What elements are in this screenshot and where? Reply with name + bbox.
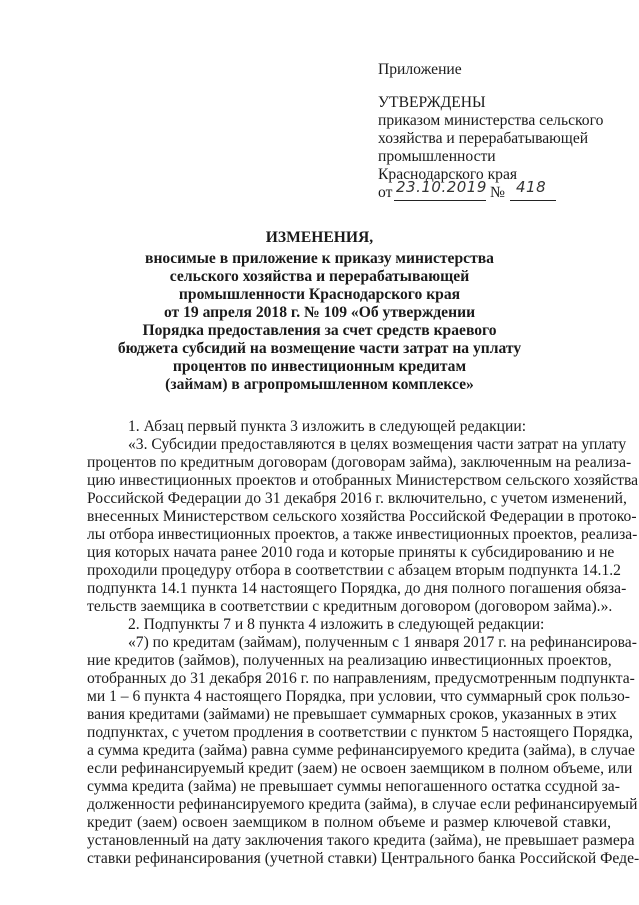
date-underline bbox=[394, 200, 486, 201]
title-line: процентов по инвестиционным кредитам bbox=[172, 358, 467, 375]
body-line: 2. Подпункты 7 и 8 пункта 4 изложить в следующей редакции: bbox=[128, 616, 545, 633]
title-line: вносимые в приложение к приказу министерства bbox=[145, 250, 494, 267]
title-line: промышленности Краснодарского края bbox=[178, 286, 461, 303]
handwritten-number: 418 bbox=[516, 178, 547, 196]
body-line: ставки рефинансирования (учетной ставки) Центрального банка Российской Феде- bbox=[87, 850, 639, 867]
body-line: «7) по кредитам (займам), полученным с 1 января 2017 г. на рефинансирова- bbox=[128, 634, 637, 651]
body-line: ми 1 – 6 пункта 4 настоящего Порядка, при условии, что суммарный срок пользо- bbox=[87, 688, 630, 705]
title-line: Порядка предоставления за счет средств краевого bbox=[142, 322, 497, 339]
approval-line: приказом министерства сельского bbox=[378, 112, 604, 129]
body-line: сумма кредита (займа) не превышает суммы непогашенного остатка ссудной за- bbox=[87, 778, 620, 795]
body-line: ние кредитов (займов), полученных на реализацию инвестиционных проектов, bbox=[87, 652, 612, 669]
body-line: подпункта 14.1 пункта 14 настоящего Порядка, до дня полного погашения обяза- bbox=[87, 580, 627, 597]
body-line: лы отбора инвестиционных проектов, а также инвестиционных проектов, реализа- bbox=[87, 526, 638, 543]
body-line: «3. Субсидии предоставляются в целях возмещения части затрат на уплату bbox=[128, 436, 627, 453]
body-line: 1. Абзац первый пункта 3 изложить в следующей редакции: bbox=[128, 418, 527, 435]
date-prefix: от bbox=[378, 184, 393, 201]
body-line: а сумма кредита (займа) равна сумме рефинансируемого кредита (займа), в случае bbox=[87, 742, 635, 759]
body-line: установленный на дату заключения такого кредита (займа), не превышает размера bbox=[87, 832, 635, 849]
number-sign: № bbox=[490, 184, 505, 201]
number-underline bbox=[510, 200, 556, 201]
appendix-label: Приложение bbox=[378, 61, 462, 78]
body-line: Российской Федерации до 31 декабря 2016 г. включительно, с учетом изменений, bbox=[87, 490, 627, 507]
approval-line: Краснодарского края bbox=[378, 166, 518, 183]
body-line: подпунктах, с учетом продления в соответствии с пунктом 5 настоящего Порядка, bbox=[87, 724, 633, 741]
title-line: от 19 апреля 2018 г. № 109 «Об утверждении bbox=[163, 304, 476, 321]
body-line: внесенных Министерством сельского хозяйства Российской Федерации в протоко- bbox=[87, 508, 637, 525]
body-line: тельств заемщика в соответствии с кредитным договором (договором займа).». bbox=[87, 598, 613, 615]
approval-line: промышленности bbox=[378, 148, 496, 165]
body-line: отобранных до 31 декабря 2016 г. по направлениям, предусмотренным подпункта- bbox=[87, 670, 635, 687]
body-line: ция которых начата ранее 2010 года и которые приняты к субсидированию и не bbox=[87, 544, 615, 561]
body-line: если рефинансируемый кредит (заем) не освоен заемщиком в полном объеме, или bbox=[87, 760, 633, 777]
title-line: (займам) в агропромышленном комплексе» bbox=[165, 376, 474, 393]
body-line: проходили процедуру отбора в соответствии с абзацем вторым подпункта 14.1.2 bbox=[87, 562, 621, 579]
handwritten-date: 23.10.2019 bbox=[396, 178, 487, 196]
body-line: процентов по кредитным договорам (договорам займа), заключенным на реализа- bbox=[87, 454, 632, 471]
body-line: долженности рефинансируемого кредита (займа), в случае если рефинансируемый bbox=[87, 796, 638, 813]
approval-line: хозяйства и перерабатывающей bbox=[378, 130, 589, 147]
title-line: сельского хозяйства и перерабатывающей bbox=[169, 268, 470, 285]
document-title: ИЗМЕНЕНИЯ, bbox=[265, 229, 374, 246]
title-line: бюджета субсидий на возмещение части затрат на уплату bbox=[117, 340, 522, 357]
body-line: цию инвестиционных проектов и отобранных Министерством сельского хозяйства bbox=[87, 472, 639, 489]
body-line: вания кредитами (займами) не превышает суммарных сроков, указанных в этих bbox=[87, 706, 617, 723]
body-line: кредит (заем) освоен заемщиком в полном объеме и размер ключевой ставки, bbox=[87, 814, 611, 831]
approved-label: УТВЕРЖДЕНЫ bbox=[378, 94, 486, 111]
